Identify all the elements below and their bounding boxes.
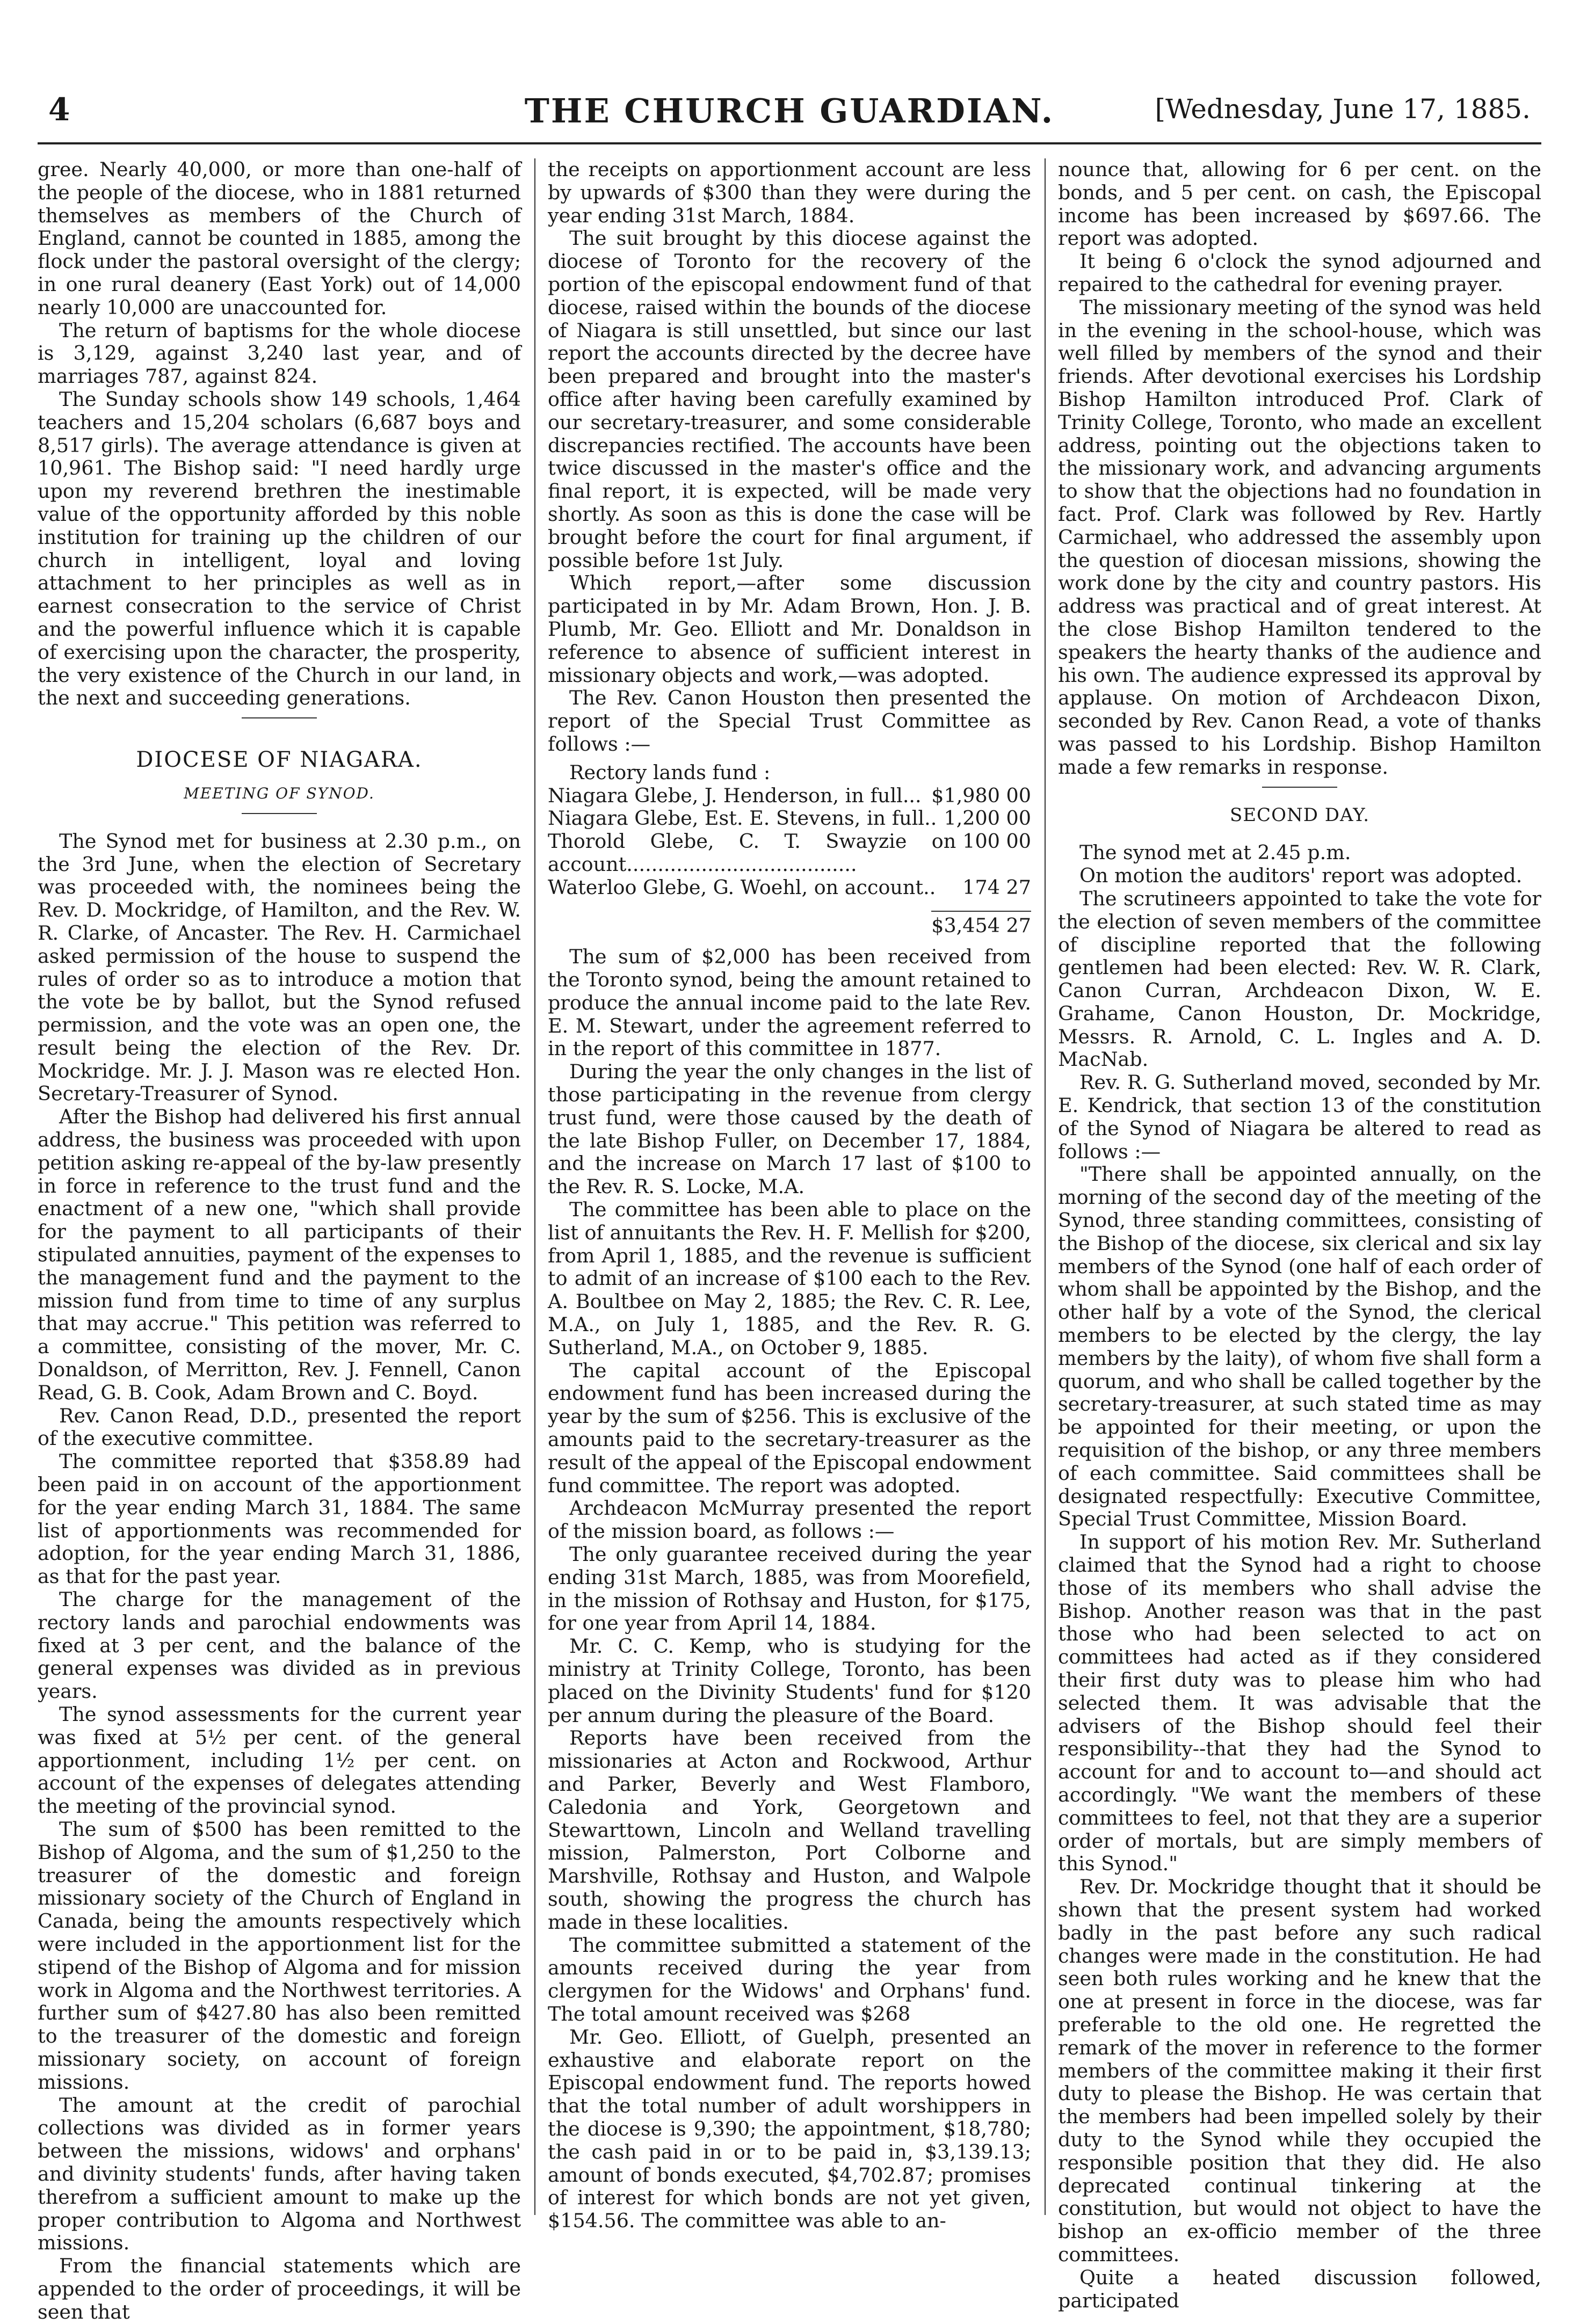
paragraph: The return of baptisms for the whole diocese is 3,129, against 3,240 last year, and of marriages 787, against 824. — [38, 318, 521, 388]
column-divider — [534, 158, 535, 2215]
paragraph: From the financial statements which are appended to the order of proceedings, it will be seen that — [38, 2254, 521, 2323]
paragraph: The committee has been able to place on the list of annuitants the Rev. H. F. Mellish for $200, from April 1, 1885, and the revenue is sufficient to admit of an increase of $100 each to the Rev. A. Boultbee on May 2, 1885; the Rev. C. R. Lee, M.A., on July 1, 1885, and the Rev. R. G. Sutherland, M.A., on October 9, 1885. — [548, 1198, 1031, 1359]
paragraph: the receipts on apportionment account are less by upwards of $300 than they were during the year ending 31st March, 1884. — [548, 158, 1031, 227]
section-rule — [242, 717, 317, 718]
paragraph: Which report,—after some discussion participated in by Mr. Adam Brown, Hon. J. B. Plumb, Mr. Geo. Elliott and Mr. Donaldson in reference to absence of sufficient interest in missionary objects and work,—was adopted. — [548, 571, 1031, 687]
issue-date: [Wednesday, June 17, 1885. — [1155, 93, 1531, 125]
paragraph: The synod assessments for the current year was fixed at 5½ per cent. of the general apportionment, including 1½ per cent. on account of the expenses of delegates attending the meeting of the provincial synod. — [38, 1703, 521, 1818]
paragraph: "There shall be appointed annually, on the morning of the second day of the meeting of the Synod, three standing committees, consisting of the Bishop of the diocese, six clerical and six lay members of the Synod (one half of each order of whom shall be appointed by the Bishop, and the other half by a vote of the Synod, the clerical members to be elected by the clergy, the lay members by the laity), of whom five shall form a quorum, and who shall be called together by the secretary-treasurer, at such stated time as may be appointed for their meeting, or upon the requisition of the bishop, or any three members of each committee. Said committees shall be designated respectfully: Executive Committee, Special Trust Committee, Mission Board. — [1058, 1163, 1541, 1531]
section-heading: SECOND DAY. — [1229, 804, 1370, 826]
paragraph: It being 6 o'clock the synod adjourned and repaired to the cathedral for evening prayer. — [1058, 250, 1541, 296]
ledger-row — [548, 785, 1031, 808]
ledger-row — [548, 830, 1031, 876]
paragraph: The only guarantee received during the year ending 31st March, 1885, was from Moorefield, in the mission of Rothsay and Huston, for $175, for one year from April 14, 1884. — [548, 1543, 1031, 1635]
paragraph: The Sunday schools show 149 schools, 1,464 teachers and 15,204 scholars (6,687 boys and 8,517 girls). The average attendance is given at 10,961. The Bishop said: "I need hardly urge upon my reverend brethren the inestimable value of the opportunity afforded by this noble institution for training up the children of our church in intelligent, loyal and loving attachment to her principles as well as in earnest consecration to the service of Christ and the powerful influence which it is capable of exercising upon the character, the prosperity, the very existence of the Church in our land, in the next and succeeding generations. — [38, 387, 521, 710]
ledger-row — [548, 807, 1031, 830]
column-1 — [38, 158, 521, 2323]
ledger-amount: 100 00 — [962, 830, 1031, 853]
column-2 — [548, 158, 1031, 2233]
paragraph: The committee reported that $358.89 had been paid in on account of the apportionment for the year ending March 31, 1884. The same list of apportionments was recommended for adoption, for the year ending March 31, 1886, as that for the past year. — [38, 1450, 521, 1588]
rectory-lands-ledger — [548, 761, 1031, 938]
paragraph: gree. Nearly 40,000, or more than one-half of the people of the diocese, who in 1881 returned themselves as members of the Church of England, cannot be counted in 1885, among the flock under the pastoral oversight of the clergy; in one rural deanery (East York) out of 14,000 nearly 10,000 are unaccounted for. — [38, 158, 521, 319]
paragraph: Mr. C. C. Kemp, who is studying for the ministry at Trinity College, Toronto, has been placed on the Divinity Students' fund for $120 per annum during the pleasure of the Board. — [548, 1635, 1031, 1727]
header-rule — [38, 142, 1541, 144]
paragraph: Quite a heated discussion followed, participated — [1058, 2265, 1541, 2312]
paragraph: On motion the auditors' report was adopted. — [1079, 864, 1523, 888]
page-number: 4 — [48, 91, 70, 128]
paragraph: The sum of $500 has been remitted to the Bishop of Algoma, and the sum of $1,250 to the treasurer of the domestic and foreign missionary society of the Church of England in Canada, being the amounts respectively which were included in the apportionment list for the stipend of the Bishop of Algoma and for mission work in Algoma and the Northwest territories. A further sum of $427.80 has also been remitted to the treasurer of the domestic and foreign missionary society, on account of foreign missions. — [38, 1817, 521, 2094]
section-subheading: MEETING OF SYNOD. — [184, 784, 375, 802]
paragraph: The scrutineers appointed to take the vote for the election of seven members of the committee of discipline reported that the following gentlemen had been elected: Rev. W. R. Clark, Canon Curran, Archdeacon Dixon, W. E. Grahame, Canon Houston, Dr. Mockridge, Messrs. R. Arnold, C. L. Ingles and A. D. MacNab. — [1058, 887, 1541, 1071]
paragraph: The amount at the credit of parochial collections was divided as in former years between the missions, widows' and orphans' and divinity students' funds, after having taken therefrom a sufficient amount to make up the proper contribution to Algoma and Northwest missions. — [38, 2093, 521, 2255]
section-heading: DIOCESE OF NIAGARA. — [136, 747, 423, 773]
ledger-amount: 1,200 00 — [944, 807, 1031, 830]
publication-title: THE CHURCH GUARDIAN. — [524, 91, 1055, 130]
newspaper-page — [38, 32, 1541, 2323]
paragraph: The capital account of the Episcopal endowment fund has been increased during the year by the sum of $256. This is exclusive of the amounts paid to the secretary-treasurer as the result of the appeal of the Episcopal endowment fund committee. The report was adopted. — [548, 1359, 1031, 1497]
paragraph: nounce that, allowing for 6 per cent. on the bonds, and 5 per cent. on cash, the Episcopal income has been increased by $697.66. The report was adopted. — [1058, 158, 1541, 250]
ledger-item: Niagara Glebe, Est. E. Stevens, in full.. — [548, 807, 937, 830]
paragraph: The Rev. Canon Houston then presented the report of the Special Trust Committee as follows :— — [548, 686, 1031, 756]
ledger-title: Rectory lands fund : — [569, 760, 771, 784]
paragraph: The committee submitted a statement of the amounts received during the year from clergymen for the Widows' and Orphans' fund. The total amount received was $268 — [548, 1933, 1031, 2025]
section-rule — [242, 813, 317, 814]
paragraph: The charge for the management of the rectory lands and parochial endowments was fixed at 3 per cent, and the balance of the general expenses was divided as in previous years. — [38, 1588, 521, 1703]
masthead — [38, 91, 1541, 140]
ledger-item: Waterloo Glebe, G. Woehl, on account.. — [548, 875, 936, 899]
ledger-item: Thorold Glebe, C. T. Swayzie on account..................................... — [548, 830, 956, 876]
paragraph: During the year the only changes in the list of those participating in the revenue from clergy trust fund, were those caused by the death of the late Bishop Fuller, on December 17, 1884, and the increase on March 17 last of $100 to the Rev. R. S. Locke, M.A. — [548, 1060, 1031, 1199]
paragraph: Rev. Dr. Mockridge thought that it should be shown that the present system had worked badly in the past before any such radical changes were made in the constitution. He had seen both rules working and he knew that the one at present in force in the diocese, was far preferable to the old one. He regretted the remark of the mover in reference to the former members of the committee making it their first duty to please the Bishop. He was certain that the members had been impelled solely by their duty to the Synod while they occupied the responsible position that they did. He also deprecated continual tinkering at the constitution, but would not object to have the bishop an ex-officio member of the three committees. — [1058, 1875, 1541, 2266]
paragraph: Reports have been received from the missionaries at Acton and Rockwood, Arthur and Parker, Beverly and West Flamboro, Caledonia and York, Georgetown and Stewarttown, Lincoln and Welland travelling mission, Palmerston, Port Colborne and Marshville, Rothsay and Huston, and Walpole south, showing the progress the church has made in these localities. — [548, 1726, 1031, 1934]
ledger-amount: $1,980 00 — [931, 783, 1031, 807]
paragraph: The Synod met for business at 2.30 p.m., on the 3rd June, when the election of Secretary was proceeded with, the nominees being the Rev. D. Mockridge, of Hamilton, and the Rev. W. R. Clarke, of Ancaster. The Rev. H. Carmichael asked permission of the house to suspend the rules of order so as to introduce a motion that the vote be by ballot, but the Synod refused permission, and the vote was an open one, the result being the election of the Rev. Dr. Mockridge. Mr. J. J. Mason was re elected Hon. Secretary-Treasurer of Synod. — [38, 829, 521, 1106]
paragraph: The sum of $2,000 has been received from the Toronto synod, being the amount retained to produce the annual income paid to the late Rev. E. M. Stewart, under the agreement referred to in the report of this committee in 1877. — [548, 945, 1031, 1061]
paragraph: The missionary meeting of the synod was held in the evening in the school-house, which was well filled by members of the synod and their friends. After devotional exercises his Lordship Bishop Hamilton introduced Prof. Clark of Trinity College, Toronto, who made an excellent address, pointing out the objections taken to the missionary work, and advancing arguments to show that the objections had no foundation in fact. Prof. Clark was followed by Rev. Hartly Carmichael, who addressed the assembly upon the question of diocesan missions, showing the work done by the city and country pastors. His address was practical and of great interest. At the close Bishop Hamilton tendered to the speakers the hearty thanks of the audience and his own. The audience expressed its approval by applause. On motion of Archdeacon Dixon, seconded by Rev. Canon Read, a vote of thanks was passed to his Lordship. Bishop Hamilton made a few remarks in response. — [1058, 295, 1541, 779]
section-rule — [1262, 787, 1337, 788]
ledger-total-value: $3,454 27 — [931, 911, 1031, 937]
column-3 — [1058, 158, 1541, 2312]
ledger-amount: 174 27 — [962, 875, 1031, 899]
paragraph: The suit brought by this diocese against the diocese of Toronto for the recovery of the portion of the episcopal endowment fund of that diocese, raised within the bounds of the diocese of Niagara is still unsettled, but since our last report the accounts directed by the decree have been prepared and brought into the master's office after having been carefully examined by our secretary-treasurer, and some considerable discrepancies rectified. The accounts have been twice discussed in the master's office and the final report, it is expected, will be made very shortly. As soon as this is done the case will be brought before the court for final argument, if possible before 1st July. — [548, 227, 1031, 572]
ledger-item: Niagara Glebe, J. Henderson, in full... — [548, 783, 922, 807]
column-divider — [1045, 158, 1046, 2215]
paragraph: After the Bishop had delivered his first annual address, the business was proceeded with upon petition asking re-appeal of the by-law presently in force in reference to the trust fund and the enactment of a new one, "which shall provide for the payment to all participants of their stipulated annuities, payment of the expenses to the management fund and the payment to the mission fund from time to time of any surplus that may accrue." This petition was referred to a committee, consisting of the mover, Mr. C. Donaldson, of Merritton, Rev. J. Fennell, Canon Read, G. B. Cook, Adam Brown and C. Boyd. — [38, 1105, 521, 1404]
paragraph: The synod met at 2.45 p.m. — [1079, 841, 1351, 865]
paragraph: Mr. Geo. Elliott, of Guelph, presented an exhaustive and elaborate report on the Episcopal endowment fund. The reports howed that the total number of adult worshippers in the diocese is 9,390; the appointment, $18,780; the cash paid in or to be paid in, $3,139.13; amount of bonds executed, $4,702.87; promises of interest for which bonds are not yet given, $154.56. The committee was able to an- — [548, 2025, 1031, 2233]
paragraph: Archdeacon McMurray presented the report of the mission board, as follows :— — [548, 1497, 1031, 1543]
ledger-total — [548, 911, 1031, 938]
paragraph: Rev. R. G. Sutherland moved, seconded by Mr. E. Kendrick, that section 13 of the constitution of the Synod of Niagara be altered to read as follows :— — [1058, 1071, 1541, 1163]
paragraph: In support of his motion Rev. Mr. Sutherland claimed that the Synod had a right to choose those of its members who shall advise the Bishop. Another reason was that in the past those who had been selected to act on committees had acted as if they considered their first duty was to please him who had selected them. It was advisable that the advisers of the Bishop should feel their responsibility--that they had the Synod to account for and to account to—and should act accordingly. "We want the members of these committees to feel, not that they are a superior order of mortals, but are simply members of this Synod." — [1058, 1530, 1541, 1876]
paragraph: Rev. Canon Read, D.D., presented the report of the executive committee. — [38, 1404, 521, 1450]
ledger-row — [548, 876, 1031, 899]
